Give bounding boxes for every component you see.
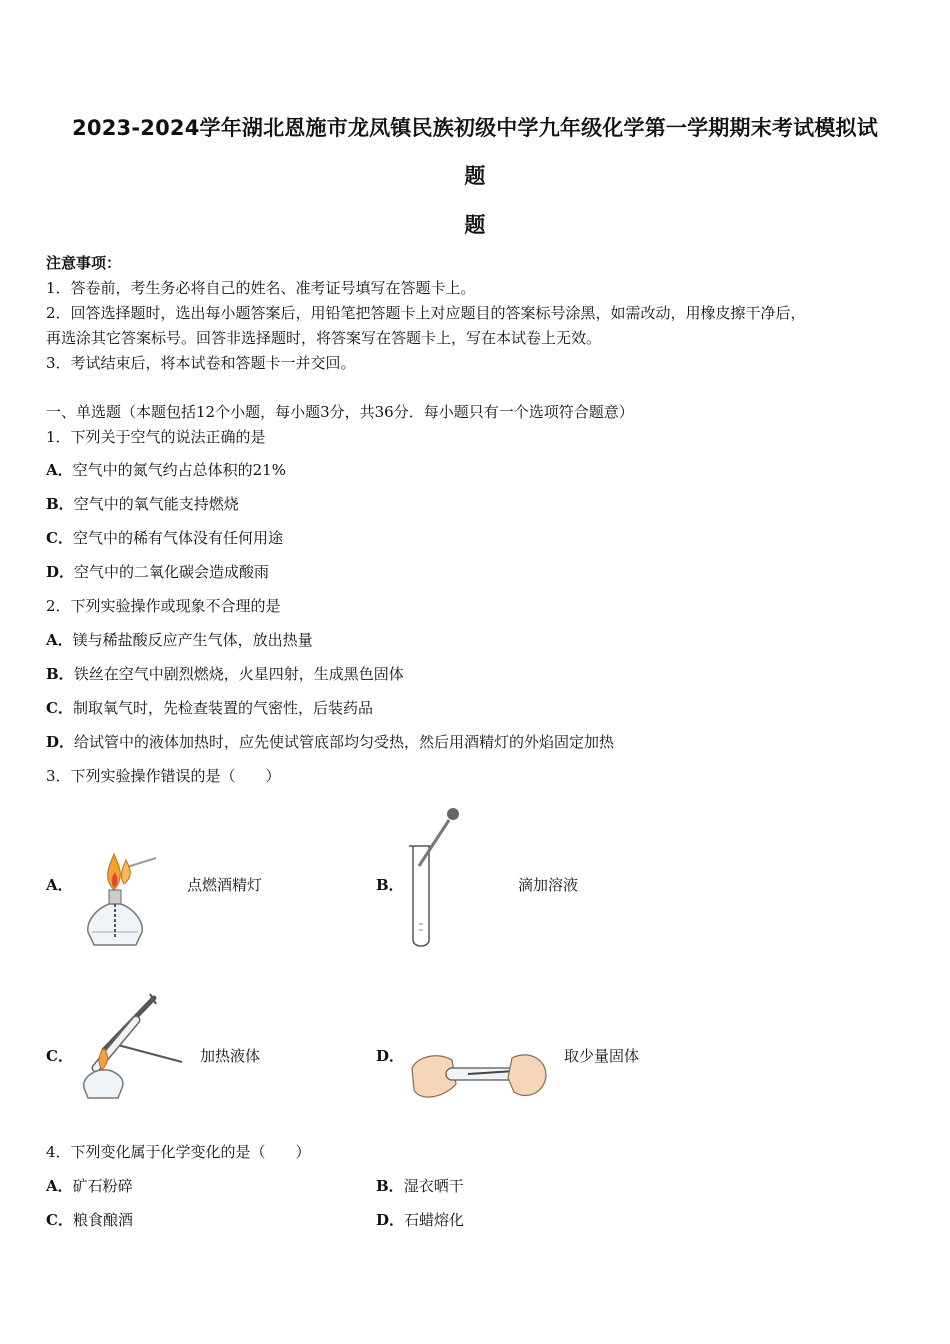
q4-option-a[interactable] — [46, 1175, 133, 1196]
option-text: 制取氧气时，先检查装置的气密性，后装药品 — [72, 699, 373, 717]
notice-heading: 注意事项： — [46, 254, 122, 272]
option-text: 空气中的二氧化碳会造成酸雨 — [74, 563, 270, 581]
option-text: 湿衣晒干 — [403, 1177, 464, 1195]
option-letter: D． — [46, 563, 75, 581]
q4-option-b[interactable] — [376, 1175, 464, 1196]
option-letter: B． — [376, 1177, 404, 1195]
q3-option-b-letter[interactable]: B． — [376, 876, 404, 894]
exam-title-line-2: 题 — [464, 164, 486, 188]
option-text: 镁与稀盐酸反应产生气体，放出热量 — [72, 631, 313, 649]
option-letter: C． — [46, 529, 73, 547]
option-letter: A． — [46, 461, 73, 479]
q2-option-a[interactable] — [46, 629, 313, 650]
q3-option-d-letter[interactable]: D． — [376, 1047, 405, 1065]
q3-option-a-caption: 点燃酒精灯 — [187, 876, 263, 894]
q1-option-c[interactable] — [46, 527, 283, 548]
option-letter: D． — [46, 733, 75, 751]
q4-stem: 4．下列变化属于化学变化的是（ ） — [46, 1143, 311, 1161]
option-letter: A． — [46, 1177, 73, 1195]
q4-option-d[interactable] — [376, 1209, 464, 1230]
notice-item-1: 1．答卷前，考生务必将自己的姓名、准考证号填写在答题卡上。 — [46, 279, 476, 297]
option-text: 空气中的氧气能支持燃烧 — [73, 495, 239, 513]
heating-liquid-image — [74, 990, 189, 1102]
option-text: 空气中的氮气约占总体积的21% — [72, 461, 286, 479]
q1-stem: 1．下列关于空气的说法正确的是 — [46, 428, 266, 446]
q3-stem: 3．下列实验操作错误的是（ ） — [46, 767, 281, 785]
q2-option-b[interactable] — [46, 663, 404, 684]
option-letter: D． — [376, 1211, 405, 1229]
taking-solid-image — [408, 1048, 550, 1106]
q3-option-d-caption: 取少量固体 — [564, 1047, 640, 1065]
q3-option-c-caption: 加热液体 — [200, 1047, 261, 1065]
option-letter: B． — [46, 495, 74, 513]
notice-item-2: 2．回答选择题时，选出每小题答案后，用铅笔把答题卡上对应题目的答案标号涂黑，如需改动，用橡皮擦干净后， — [46, 304, 806, 322]
option-text: 石蜡熔化 — [404, 1211, 465, 1229]
dropper-test-tube-image — [405, 806, 465, 952]
exam-title-line-1: 2023-2024学年湖北恩施市龙凤镇民族初级中学九年级化学第一学期期末考试模拟试 — [72, 116, 878, 140]
q3-option-c-letter[interactable]: C． — [46, 1047, 73, 1065]
option-text: 空气中的稀有气体没有任何用途 — [72, 529, 283, 547]
option-text: 粮食酿酒 — [72, 1211, 133, 1229]
q3-option-a-letter[interactable]: A． — [46, 876, 73, 894]
q4-option-c[interactable] — [46, 1209, 133, 1230]
notice-item-3: 3．考试结束后，将本试卷和答题卡一并交回。 — [46, 354, 356, 372]
q1-option-d[interactable] — [46, 561, 269, 582]
q1-option-a[interactable] — [46, 459, 286, 480]
q2-option-d[interactable] — [46, 731, 614, 752]
option-text: 矿石粉碎 — [72, 1177, 133, 1195]
option-letter: C． — [46, 699, 73, 717]
option-text: 给试管中的液体加热时，应先使试管底部均匀受热，然后用酒精灯的外焰固定加热 — [74, 733, 615, 751]
exam-title-line-3: 题 — [464, 213, 486, 237]
alcohol-lamp-lighting-image — [74, 850, 164, 950]
option-letter: A． — [46, 631, 73, 649]
q1-option-b[interactable] — [46, 493, 239, 514]
option-letter: B． — [46, 665, 74, 683]
q2-stem: 2．下列实验操作或现象不合理的是 — [46, 597, 281, 615]
option-letter: C． — [46, 1211, 73, 1229]
notice-item-2-cont: 再选涂其它答案标号。回答非选择题时，将答案写在答题卡上，写在本试卷上无效。 — [46, 329, 602, 347]
section-heading: 一、单选题（本题包括12个小题，每小题3分，共36分．每小题只有一个选项符合题意） — [46, 403, 634, 421]
q3-option-b-caption: 滴加溶液 — [518, 876, 579, 894]
option-text: 铁丝在空气中剧烈燃烧，火星四射，生成黑色固体 — [73, 665, 404, 683]
q2-option-c[interactable] — [46, 697, 373, 718]
